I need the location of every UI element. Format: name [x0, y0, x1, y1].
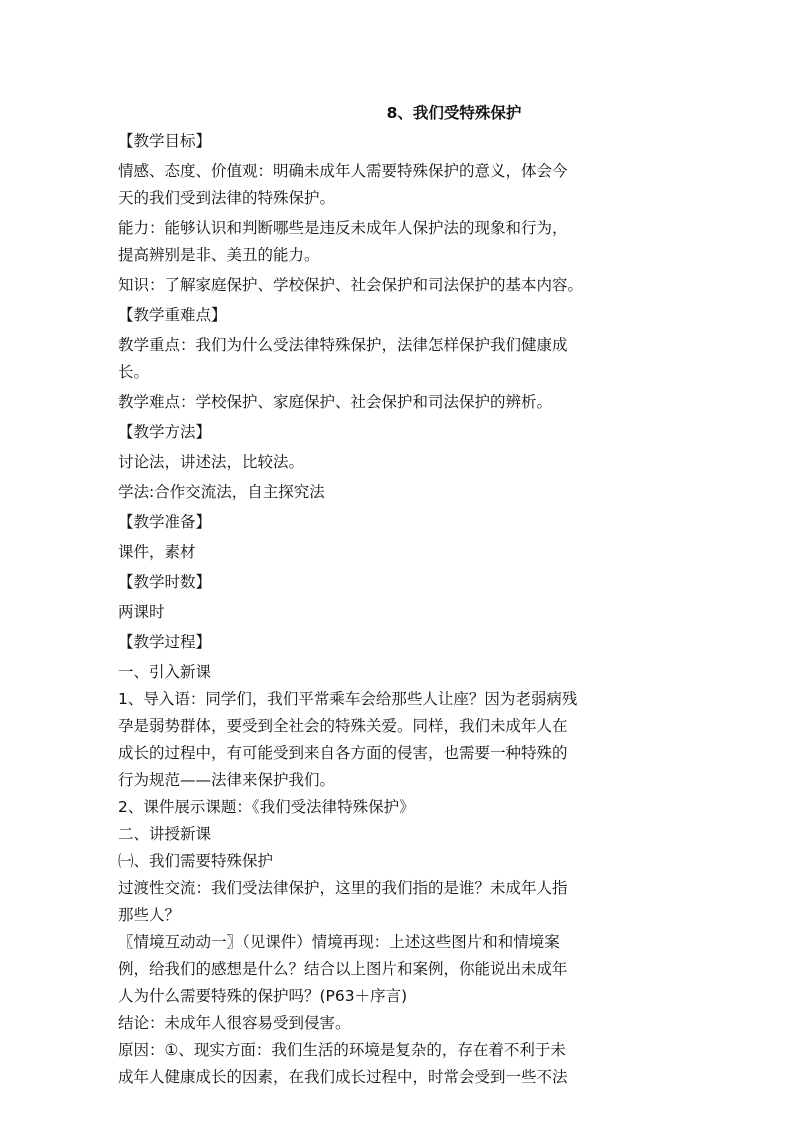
text-line: 原因：①、现实方面：我们生活的环境是复杂的，存在着不利于未 — [118, 1041, 566, 1059]
text-line: 天的我们受到法律的特殊保护。 — [118, 189, 336, 207]
text-line: 结论：未成年人很容易受到侵害。 — [118, 1014, 351, 1032]
text-line: 行为规范——法律来保护我们。 — [118, 771, 336, 789]
text-line: 成年人健康成长的因素，在我们成长过程中，时常会受到一些不法 — [118, 1068, 568, 1086]
text-line: 2、课件展示课题：《我们受法律特殊保护》 — [118, 798, 415, 816]
text-line: 知识：了解家庭保护、学校保护、社会保护和司法保护的基本内容。 — [118, 276, 584, 294]
paragraph — [118, 158, 678, 212]
document-blocks — [118, 128, 678, 1091]
paragraph — [118, 539, 678, 566]
text-line: 学法:合作交流法，自主探究法 — [118, 483, 325, 501]
section-heading: 【教学目标】 — [118, 132, 212, 150]
section-heading: 【教学时数】 — [118, 573, 212, 591]
section-heading: 【教学方法】 — [118, 423, 212, 441]
text-line: 〖情境互动动一〗（见课件）情境再现：上述这些图片和和情境案 — [118, 933, 560, 951]
text-line: 教学难点：学校保护、家庭保护、社会保护和司法保护的辨析。 — [118, 393, 553, 411]
paragraph — [118, 449, 678, 476]
text-line: 那些人？ — [118, 906, 181, 924]
text-line: 提高辨别是非、美丑的能力。 — [118, 246, 320, 264]
paragraph — [118, 599, 678, 626]
paragraph — [118, 479, 678, 506]
section-heading: 【教学准备】 — [118, 513, 212, 531]
text-line: 过渡性交流：我们受法律保护，这里的我们指的是谁？未成年人指 — [118, 879, 568, 897]
text-block — [118, 659, 678, 1091]
paragraph — [118, 389, 678, 416]
paragraph — [118, 272, 678, 299]
paragraph — [118, 215, 678, 269]
section-heading: 【教学重难点】 — [118, 306, 227, 324]
document-title: 8、我们受特殊保护 — [386, 104, 522, 122]
text-line: 情感、态度、价值观：明确未成年人需要特殊保护的意义，体会今 — [118, 162, 568, 180]
text-line: 课件，素材 — [118, 543, 196, 561]
text-line: 1、导入语：同学们，我们平常乘车会给那些人让座？因为老弱病残 — [118, 690, 578, 708]
paragraph — [118, 332, 678, 386]
document-body — [118, 100, 678, 1091]
text-line: 孕是弱势群体，要受到全社会的特殊关爱。同样，我们未成年人在 — [118, 717, 568, 735]
text-line: 成长的过程中，有可能受到来自各方面的侵害，也需要一种特殊的 — [118, 744, 568, 762]
text-line: 二、讲授新课 — [118, 825, 212, 843]
text-line: 例，给我们的感想是什么？结合以上图片和案例，你能说出未成年 — [118, 960, 568, 978]
section-heading: 【教学过程】 — [118, 633, 212, 651]
text-line: 一、引入新课 — [118, 663, 212, 681]
text-line: 讨论法，讲述法，比较法。 — [118, 453, 305, 471]
text-line: 人为什么需要特殊的保护吗？(P63＋序言) — [118, 987, 408, 1005]
text-line: 能力：能够认识和判断哪些是违反未成年人保护法的现象和行为， — [118, 219, 568, 237]
text-line: 长。 — [118, 363, 150, 381]
text-line: 两课时 — [118, 603, 165, 621]
text-line: ㈠、我们需要特殊保护 — [118, 852, 274, 870]
text-line: 教学重点：我们为什么受法律特殊保护，法律怎样保护我们健康成 — [118, 336, 568, 354]
